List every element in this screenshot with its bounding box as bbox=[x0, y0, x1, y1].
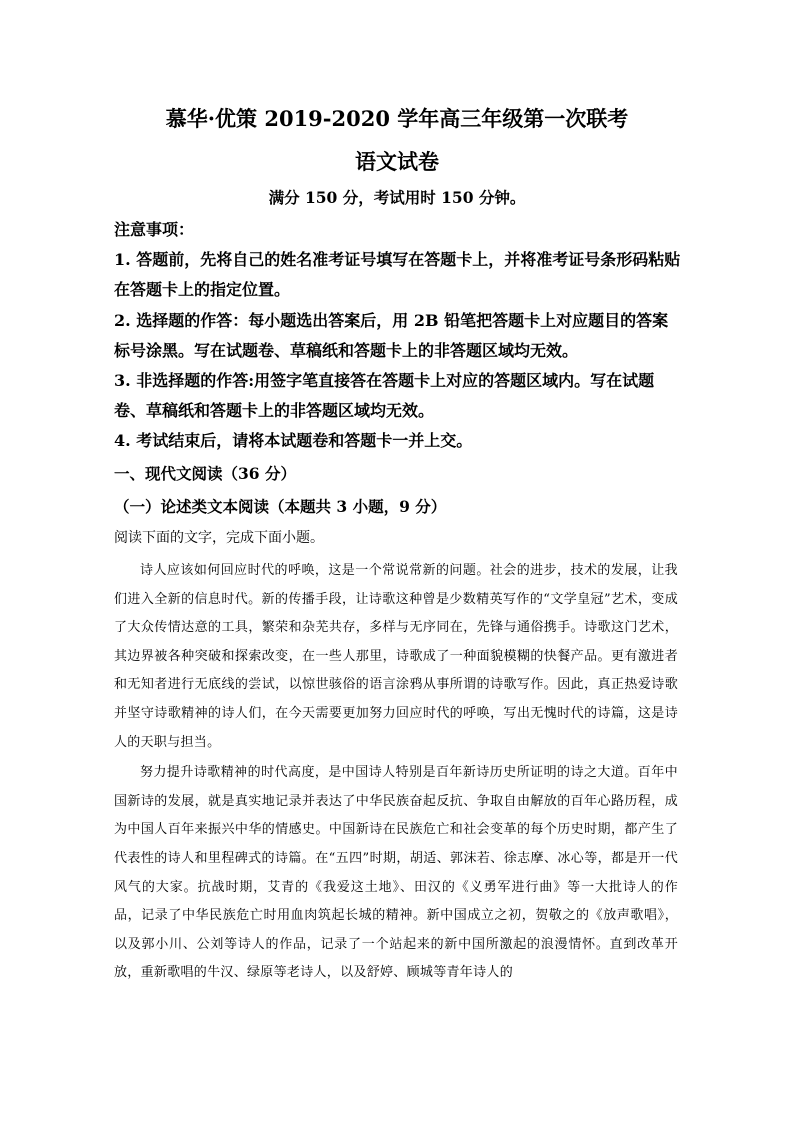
reading-passage bbox=[114, 557, 678, 990]
section-heading-part1: 一、现代文阅读（36 分） bbox=[114, 464, 296, 483]
subject-title: 语文试卷 bbox=[355, 149, 439, 174]
section-heading-subsection: （一）论述类文本阅读（本题共 3 小题，9 分） bbox=[114, 497, 447, 516]
passage-paragraph: 诗人应该如何回应时代的呼唤，这是一个常说常新的问题。社会的进步，技术的发展，让我们进入全新的信息时代。新的传播手段，让诗歌这种曾是少数精英写作的“文学皇冠”艺术，变成了大众传情达意的工具，繁荣和杂芜共存，多样与无序同在，先锋与通俗携手。诗歌这门艺术，其边界被各种突破和探索改变，在一些人那里，诗歌成了一种面貌模糊的快餐产品。更有激进者和无知者进行无底线的尝试，以惊世骇俗的语言涂鸦从事所谓的诗歌写作。因此，真正热爱诗歌并坚守诗歌精神的诗人们，在今天需要更加努力回应时代的呼唤，写出无愧时代的诗篇，这是诗人的天职与担当。 bbox=[114, 563, 678, 750]
score-time-note: 满分 150 分，考试用时 150 分钟。 bbox=[268, 188, 526, 207]
reading-instruction: 阅读下面的文字，完成下面小题。 bbox=[114, 530, 324, 546]
note-item: 1. 答题前，先将自己的姓名准考证号填写在答题卡上，并将准考证号条形码粘贴在答题卡上的指定位置。 bbox=[114, 250, 681, 300]
notes-block bbox=[114, 215, 684, 457]
note-item: 2. 选择题的作答：每小题选出答案后，用 2B 铅笔把答题卡上对应题目的答案标号涂黑。写在试题卷、草稿纸和答题卡上的非答题区域均无效。 bbox=[114, 310, 669, 360]
note-item: 3. 非选择题的作答:用签字笔直接答在答题卡上对应的答题区域内。写在试题卷、草稿纸和答题卡上的非答题区域均无效。 bbox=[114, 371, 655, 421]
note-item: 4. 考试结束后，请将本试题卷和答题卡一并上交。 bbox=[114, 431, 473, 451]
notes-heading: 注意事项： bbox=[114, 220, 195, 239]
exam-title: 慕华·优策 2019-2020 学年高三年级第一次联考 bbox=[165, 106, 629, 131]
passage-paragraph: 努力提升诗歌精神的时代高度，是中国诗人特别是百年新诗历史所证明的诗之大道。百年中国新诗的发展，就是真实地记录并表达了中华民族奋起反抗、争取自由解放的百年心路历程，成为中国人百年来振兴中华的情感史。中国新诗在民族危亡和社会变革的每个历史时期，都产生了代表性的诗人和里程碑式的诗篇。在“五四”时期，胡适、郭沫若、徐志摩、冰心等，都是开一代风气的大家。抗战时期，艾青的《我爱这土地》、田汉的《义勇军进行曲》等一大批诗人的作品，记录了中华民族危亡时用血肉筑起长城的精神。新中国成立之初，贺敬之的《放声歌唱》，以及郭小川、公刘等诗人的作品，记录了一个站起来的新中国所激起的浪漫情怀。直到改革开放，重新歌唱的牛汉、绿原等老诗人，以及舒婷、顾城等青年诗人的 bbox=[114, 765, 678, 981]
